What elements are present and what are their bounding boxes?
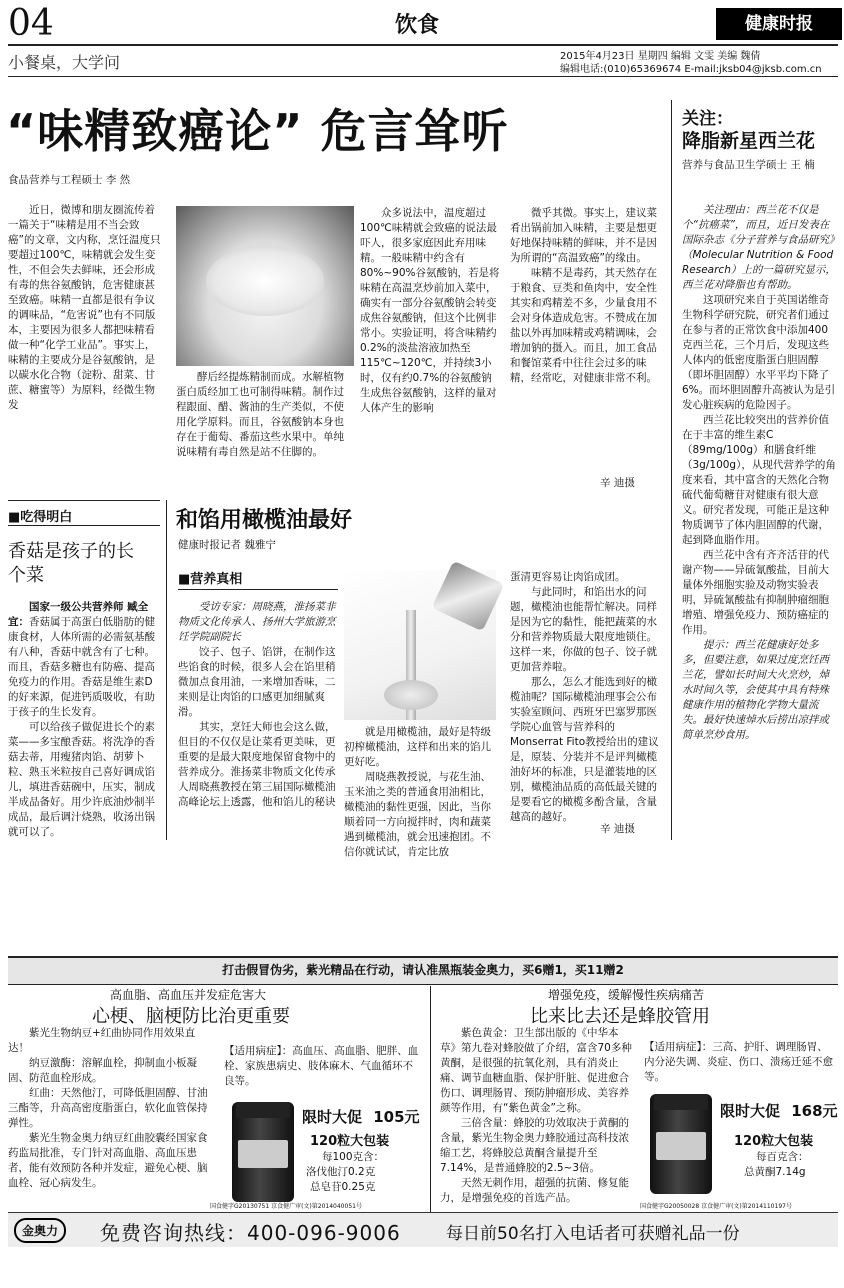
main-byline: 食品营养与工程硕士 李 然 xyxy=(8,174,131,186)
side-divider xyxy=(671,100,672,840)
side-kicker: 关注： xyxy=(682,109,733,129)
hotline-label: 免费咨询热线：400-096-9006 xyxy=(100,1221,401,1245)
ad-divider xyxy=(430,986,431,1212)
main-col-4: 微乎其微。事实上，建议菜肴出锅前加入味精，主要是想更好地保持味精的鲜味，并不是因为所谓的“高温致癌”的缘由。 味精不是毒药，其天然存在于粮食、豆类和鱼肉中，安全性其实和鸡精差不多，少量食用不会对身体造成危害。不赞成在加盐以外再加味精或鸡精调味，会增加钠的摄入。而且，加工食品和餐馆菜肴中往往会过多的味精，经常吃，对健康非常不利。 xyxy=(510,207,657,384)
ad-left-promo xyxy=(302,1106,420,1127)
ad-left-headline: 心梗、脑梗防比治更重要 xyxy=(92,1006,290,1027)
ad-right-dose-2: 总黄酮7.14g xyxy=(744,1166,806,1178)
ad-left-product-jar xyxy=(232,1102,294,1202)
ad-right-product-jar xyxy=(650,1094,712,1194)
date-line: 2015年4月23日 星期四 编辑 文雯 美编 魏倩 xyxy=(560,51,761,62)
ad-right-price: 168元 xyxy=(791,1102,838,1120)
side-byline: 营养与食品卫生学硕士 王 楠 xyxy=(682,159,815,171)
olive-headline: 和馅用橄榄油最好 xyxy=(176,508,353,533)
ad-right-dose-1: 每百克含： xyxy=(756,1151,809,1163)
column-name: 小餐桌，大学问 xyxy=(8,53,121,72)
side-body: 关注理由：西兰花不仅是个“抗癌菜”，而且，近日发表在国际杂志《分子营养与食品研究》（Molecular Nutrition & Food Research）上的一篇研究显示，西兰花对降脂也有帮助。 这项研究来自于英国诺维奇生物科学研究院，研究者们通过在参与者的正常饮食中添加400克西兰花，三个月后，发现这些人体内的低密度脂蛋白胆固醇（即坏胆固醇）水平平均下降了6%。而坏胆固醇升高被认为是引发心脏疾病的危险因子。 西兰花比较突出的营养价值在于丰富的维生素C（89mg/100g）和膳食纤维（3g/100g），从现代营养学的角度来看，其中富含的天然化合物硫代葡萄糖苷对健康有很大意义。研究者发现，可能正是这种物质调节了体内胆固醇的代谢，起到降血脂作用。 西兰花中含有齐齐活苷的代谢产物——异硫氰酸盐，目前大量体外细胞实验及动物实验表明，异硫氰酸盐有抑制肿瘤细胞增殖、增强免疫力、预防癌症的作用。 提示：西兰花健康好处多多，但要注意，如果过度烹饪西兰花，譬如长时间大火烹炒，焯水时间久等，会使其中具有特殊健康作用的植物化学物大量流失。最好快速焯水后捞出凉拌或简单烹炒食用。 xyxy=(682,204,836,741)
msg-photo xyxy=(176,206,354,366)
left-headline: 香菇是孩子的长个菜 xyxy=(8,541,134,586)
paper-logo xyxy=(716,8,842,40)
main-col-2: 酵后经提炼精制而成。水解植物蛋白质经加工也可制得味精。制作过程跟面、醋、酱油的生产类似，不使用化学原料。而且，谷氨酸钠本身也存在于葡萄、番茄这些水果中。单纯说味精有毒自然是站不住脚的。 xyxy=(176,371,344,458)
brand-logo: 金奥力 xyxy=(14,1218,66,1243)
olive-oil-photo xyxy=(344,570,496,720)
left-top-rule xyxy=(8,500,160,501)
ad-left-promo-label: 限时大促 xyxy=(302,1108,363,1126)
ad-right-promo-label: 限时大促 xyxy=(720,1102,781,1120)
section-title: 饮食 xyxy=(395,13,440,38)
ad-right-kicker: 增强免疫，缓解慢性疾病痛苦 xyxy=(548,988,705,1002)
olive-col-2: 就是用橄榄油，最好是特级初榨橄榄油，这样和出来的馅儿更好吃。 周晓燕教授说，与花生油、玉米油之类的普通食用油相比，橄榄油的黏性更强，因此，当你顺着同一方向搅拌时，肉和蔬菜遇到橄榄油，就会迅速抱团。不信你就试试，肯定比放 xyxy=(344,726,491,858)
olive-byline: 健康时报记者 魏雅宁 xyxy=(178,539,276,551)
ad-right-body: 紫色黄金：卫生部出版的《中华本草》第九卷对蜂胶做了介绍，富含70多种黄酮，是很强的抗氧化剂，具有消炎止痛、调节血糖血脂、保护肝脏、促进愈合伤口、调理肠胃、预防肿瘤形成、美容养颜等作用，有“紫色黄金”之称。 三倍含量：蜂胶的功效取决于黄酮的含量，紫光生物金奥力蜂胶通过高科技浓缩工艺，将蜂胶总黄酮含量提升至7.14%，是普通蜂胶的2.5~3倍。 天然无刺作用，超强的抗菌、修复能力，是增强免疫的首选产品。 xyxy=(440,1027,632,1204)
contact-line: 编辑电话:(010)65369674 E-mail:jksb04@jksb.com.cn xyxy=(560,64,822,75)
main-headline: “味精致癌论” 危言耸听 xyxy=(6,104,509,158)
ad-left-price: 105元 xyxy=(373,1108,420,1126)
ad-right-package: 120粒大包装 xyxy=(734,1134,814,1149)
page-number: 04 xyxy=(8,3,54,44)
left-tag-rule xyxy=(8,525,160,526)
ad-left-kicker: 高血脂、高血压并发症危害大 xyxy=(110,988,267,1002)
main-col-3: 众多说法中，温度超过100℃味精就会致癌的说法最吓人，很多家庭因此弃用味精。一般味精中约含有80%~90%谷氨酸钠，若是将味精在高温烹炒前加入菜中，确实有一部分谷氨酸钠会转变成焦谷氨酸钠，但这个比例非常小。实验证明，将含味精约0.2%的淡盐溶液加热至115℃~120℃，并持续3小时，仅有约0.7%的谷氨酸钠生成焦谷氨酸钠，这样的量对人体产生的影响 xyxy=(360,207,500,414)
ad-right-headline: 比来比去还是蜂胶管用 xyxy=(530,1006,710,1027)
main-photo-credit: 辛 迪摄 xyxy=(600,477,635,489)
olive-col-3: 蛋清更容易让肉馅成团。 与此同时，和馅出水的问题，橄榄油也能帮忙解决。同样是因为它的黏性，能把蔬菜的水分和营养物质最大限度地锁住。这样一来，你做的包子、饺子就更加营养啦。 那么，怎么才能选到好的橄榄油呢？国际橄榄油理事会公布实验室顾问、西班牙巴塞罗那医学院心血管与营养科的Monserrat Fito教授给出的建议是，原装、分装并不是评判橄榄油好坏的标准，只是灌装地的区别，橄榄油品质的高低最关键的是要看它的橄榄多酚含量，含量越高的越好。 xyxy=(510,571,659,823)
paper-logo-text: 健康时报 xyxy=(745,14,813,34)
olive-col-1: 受访专家：周晓燕，淮扬菜非物质文化传承人、扬州大学旅游烹饪学院副院长 饺子、包子、馅饼，在制作这些馅食的时候，很多人会在馅里稍微加点食用油，一来增加香味，二来则是让肉馅的口感更加细腻爽滑。 其实，烹饪大师也会这么做，但目的不仅仅是让菜肴更美味，更重要的是最大限度地保留食物中的营养成分。淮扬菜非物质文化传承人周晓燕教授在第三届国际橄榄油高峰论坛上透露，他和馅儿的秘诀 xyxy=(178,601,336,808)
ad-right-promo xyxy=(720,1100,838,1121)
ad-left-body: 紫光生物纳豆+红曲协同作用效果直达！ 纳豆激酶：溶解血栓，抑制血小板凝固、防范血栓形成。 红曲：天然他汀，可降低胆固醇、甘油三酯等，升高高密度脂蛋白，软化血管保持弹性。 紫光生物金奥力纳豆红曲胶囊经国家食药监局批准，专门针对高血脂、高血压患者，能有效预防各种并发症，避免心梗、脑血栓、冠心病发生。 xyxy=(8,1027,208,1189)
olive-photo-credit: 辛 迪摄 xyxy=(600,823,635,835)
ad-left-license: 国食健字G20130751 京食健广审(文)第2014040051号 xyxy=(210,1203,362,1210)
left-body: 国家一级公共营养师 臧全宜：香菇属于高蛋白低脂肪的健康食材，人体所需的必需氨基酸有八种，香菇中就含有了七种。而且，香菇多糖也有防癌、提高免疫力的作用。香菇是维生素D的好来源，促进钙质吸收，有助于孩子的生长发育。 可以给孩子做促进长个的素菜——多宝酿香菇。将洗净的香菇去蒂，用瘦猪肉馅、胡萝卜粒、熟玉米粒按自己喜好调成馅儿，填进香菇碗中，压实，制成半成品备好。用少许底油炒制半成品，最后调汁烧熟，收汤出锅就可以了。 xyxy=(8,601,155,838)
olive-section-tag: ■营养真相 xyxy=(178,568,338,590)
side-headline: 降脂新星西兰花 xyxy=(682,130,816,152)
left-divider xyxy=(166,500,167,840)
left-section-tag: ■吃得明白 xyxy=(8,510,73,525)
masthead-rule-2 xyxy=(8,76,838,77)
main-col-1: 近日，微博和朋友圈流传着一篇关于“味精是用不当会致癌”的文章，文内称，烹饪温度只要超过100℃，味精就会发生变性，不但会失去鲜味，还会形成有毒的焦谷氨酸钠，危害健康甚至致癌。味精一直都是很有争议的调味品，“危害说”也有不同版本，主要因为很多人都把味精看做一种“化学工业品”。事实上，味精的主要成分是谷氨酸钠，是以碳水化合物（淀粉、甜菜、甘蔗、糖蜜等）为原料，经微生物发 xyxy=(8,204,161,411)
hotline-note: 每日前50名打入电话者可获赠礼品一份 xyxy=(446,1224,740,1244)
ad-right-indication: 【适用病症】：三高、护肝、调理肠胃、内分泌失调、炎症、伤口、溃疡迁延不愈等。 xyxy=(644,1041,833,1083)
masthead-rule xyxy=(8,44,838,46)
ad-left-dose-3: 总皂苷0.25克 xyxy=(310,1181,376,1193)
ad-right-license: 国食健字G20050028 京食健广审(文)第2014110197号 xyxy=(640,1203,792,1210)
ad-left-indication: 【适用病症】：高血压、高血脂、肥胖、血栓、家族患病史、肢体麻木、气血循环不良等。 xyxy=(224,1045,419,1087)
ad-banner-text: 打击假冒伪劣，紫光精品在行动，请认准黑瓶装金奥力，买6赠1，买11赠2 xyxy=(222,963,624,977)
ad-left-package: 120粒大包装 xyxy=(310,1134,390,1149)
ad-left-dose-1: 每100克含： xyxy=(322,1151,385,1163)
ad-left-dose-2: 洛伐他汀0.2克 xyxy=(306,1166,376,1178)
